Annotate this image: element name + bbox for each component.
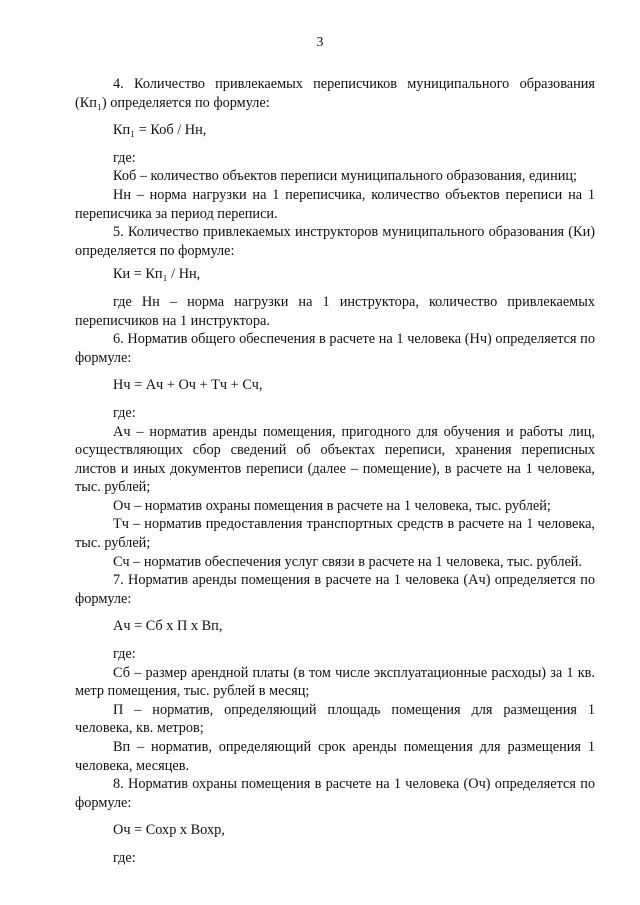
formula-line: где: xyxy=(113,849,136,866)
paragraph: 4. Количество привлекаемых переписчиков муниципального образования (Кп₁) определяется по формуле: xyxy=(75,76,595,111)
spacer xyxy=(75,284,595,293)
spacer xyxy=(75,812,595,821)
spacer xyxy=(75,608,595,617)
paragraph: Нн – норма нагрузки на 1 переписчика, количество объектов переписи на 1 переписчика за период переписи. xyxy=(75,186,595,222)
spacer xyxy=(75,140,595,149)
formula-line: Оч = Сохр х Вохр, xyxy=(113,822,225,839)
paragraph: 7. Норматив аренды помещения в расчете на 1 человека (Ач) определяется по формуле: xyxy=(75,572,595,607)
formula-line: где: xyxy=(113,404,136,421)
spacer xyxy=(75,395,595,404)
paragraph: П – норматив, определяющий площадь помещения для размещения 1 человека, кв. метров; xyxy=(75,701,595,737)
paragraph: 6. Норматив общего обеспечения в расчете на 1 человека (Нч) определяется по формуле: xyxy=(75,331,595,366)
spacer xyxy=(75,367,595,376)
spacer xyxy=(75,112,595,121)
paragraph: Тч – норматив предоставления транспортных средств в расчете на 1 человека, тыс. рублей; xyxy=(75,516,595,552)
paragraph: Ач – норматив аренды помещения, пригодного для обучения и работы лиц, осуществляющих сбор сведений об объектах переписи, хранения переписных листов и иных документов переписи (далее – помещение), в расчете на 1 человека, тыс. рублей; xyxy=(75,423,595,496)
paragraph: Коб – количество объектов переписи муниципального образования, единиц; xyxy=(113,168,578,185)
paragraph: Сч – норматив обеспечения услуг связи в расчете на 1 человека, тыс. рублей. xyxy=(113,553,583,570)
formula-line: Ач = Сб х П х Вп, xyxy=(113,618,223,635)
formula-line: где: xyxy=(113,646,136,663)
page-number: 3 xyxy=(316,34,324,49)
paragraph: где Нн – норма нагрузки на 1 инструктора, количество привлекаемых переписчиков на 1 инструктора. xyxy=(75,293,595,329)
formula-line: где: xyxy=(113,149,136,166)
formula-line: Ки = Кп₁ / Нн, xyxy=(113,266,201,283)
paragraph: Сб – размер арендной платы (в том числе эксплуатационные расходы) за 1 кв. метр помещения, тыс. рублей в месяц; xyxy=(75,664,595,700)
formula-line: Нч = Ач + Оч + Тч + Сч, xyxy=(113,377,263,394)
paragraph: 8. Норматив охраны помещения в расчете на 1 человека (Оч) определяется по формуле: xyxy=(75,776,595,811)
paragraph: Оч – норматив охраны помещения в расчете на 1 человека, тыс. рублей; xyxy=(113,497,551,514)
spacer xyxy=(75,840,595,849)
formula-line: Кп₁ = Коб / Нн, xyxy=(113,122,207,139)
paragraph: Вп – норматив, определяющий срок аренды помещения для размещения 1 человека, месяцев. xyxy=(75,739,595,774)
document-body xyxy=(75,75,595,868)
paragraph: 5. Количество привлекаемых инструкторов муниципального образования (Ки) определяется по формуле: xyxy=(75,224,595,259)
spacer xyxy=(75,636,595,645)
